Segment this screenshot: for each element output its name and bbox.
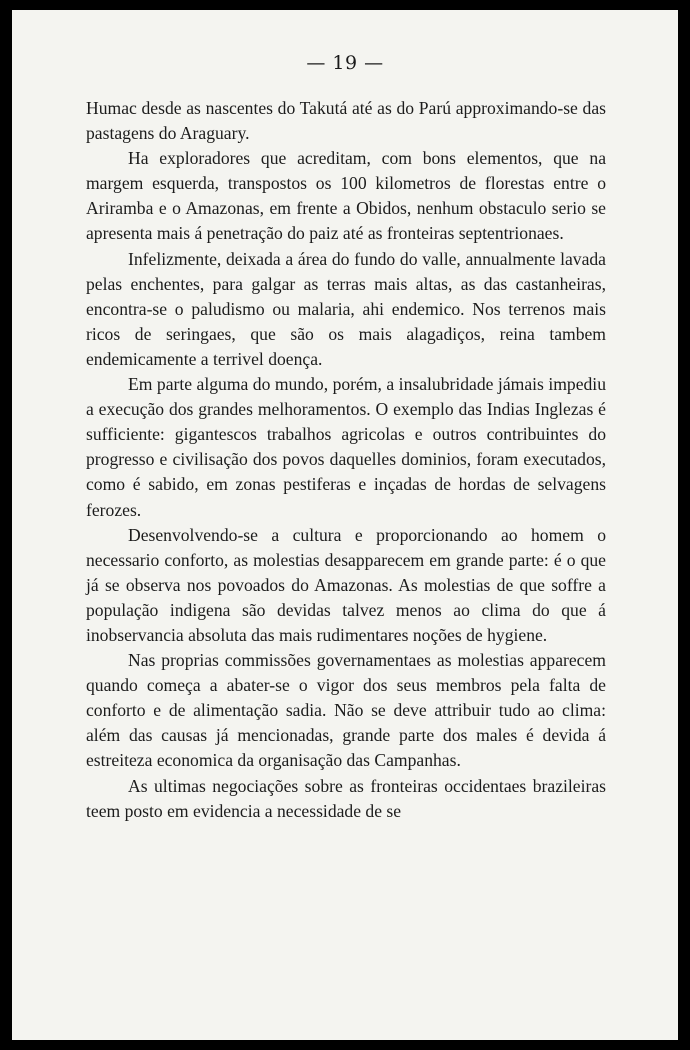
book-page bbox=[12, 10, 678, 1040]
paragraph: Infelizmente, deixada a área do fundo do valle, annualmente lavada pelas enchentes, para galgar as terras mais altas, as das castanheiras, encontra-se o paludismo ou malaria, ahi endemico. Nos terrenos mais ricos de seringaes, que são os mais alagadiços, reina tambem endemicamente a terrivel doença. bbox=[86, 248, 606, 369]
page-number: — 19 — bbox=[306, 52, 384, 74]
paragraph: Humac desde as nascentes do Takutá até as do Parú approximando-se das pastagens do Araguary. bbox=[86, 98, 606, 144]
paragraph: Desenvolvendo-se a cultura e proporcionando ao homem o necessario conforto, as molestias desapparecem em grande parte: é o que já se observa nos povoados do Amazonas. As molestias de que soffre a população indigena são devidas talvez menos ao clima do que á inobservancia absoluta das mais rudimentares noções de hygiene. bbox=[86, 524, 606, 645]
paragraph: As ultimas negociações sobre as fronteiras occidentaes brazileiras teem posto em evidencia a necessidade de se bbox=[86, 775, 606, 821]
paragraph: Em parte alguma do mundo, porém, a insalubridade jámais impediu a execução dos grandes melhoramentos. O exemplo das Indias Inglezas é sufficiente: gigantescos trabalhos agricolas e outros contribuintes do progresso e civilisação dos povos daquelles dominios, foram executados, como é sabido, em zonas pestiferas e inçadas de hordas de selvagens ferozes. bbox=[86, 374, 606, 520]
paragraph: Nas proprias commissões governamentaes as molestias apparecem quando começa a abater-se o vigor dos seus membros pela falta de conforto e de alimentação sadia. Não se deve attribuir tudo ao clima: além das causas já mencionadas, grande parte dos males é devida á estreiteza economica da organisação das Campanhas. bbox=[86, 650, 606, 771]
body-text bbox=[86, 96, 606, 824]
paragraph: Ha exploradores que acreditam, com bons elementos, que na margem esquerda, transpostos os 100 kilometros de florestas entre o Ariramba e o Amazonas, em frente a Obidos, nenhum obstaculo serio se apresenta mais á penetração do paiz até as fronteiras septentrionaes. bbox=[86, 148, 606, 244]
